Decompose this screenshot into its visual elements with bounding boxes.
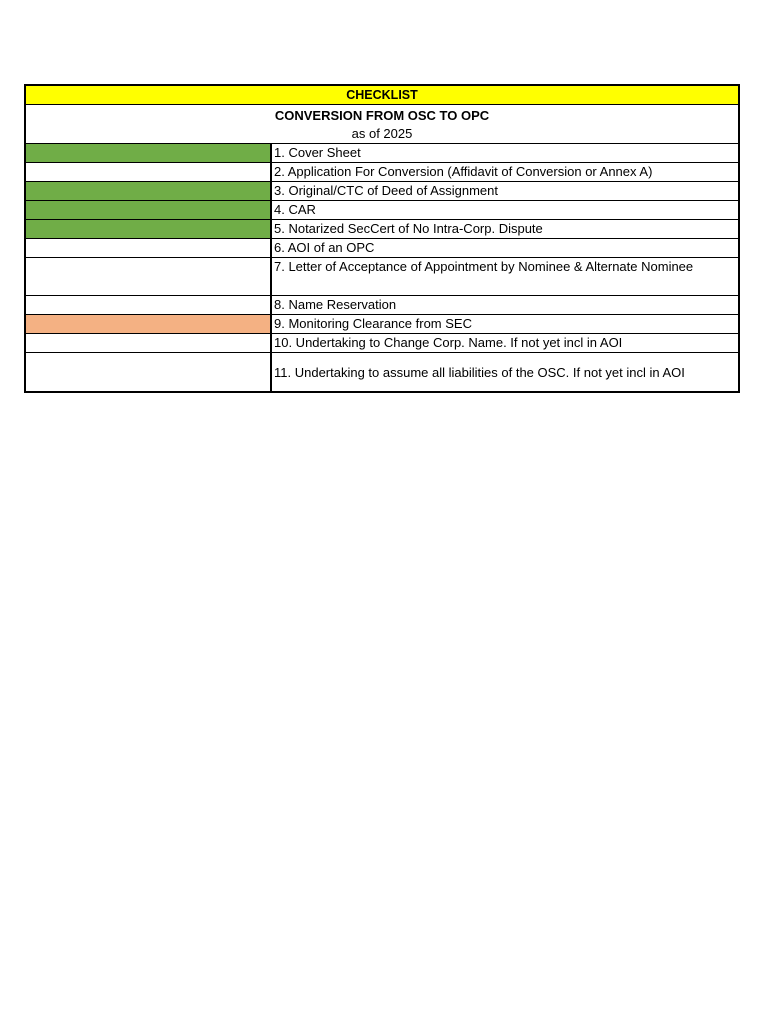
status-cell[interactable] bbox=[26, 334, 272, 352]
checklist-row bbox=[26, 334, 738, 353]
item-label: 5. Notarized SecCert of No Intra-Corp. Dispute bbox=[274, 221, 543, 236]
status-cell[interactable] bbox=[26, 258, 272, 295]
status-cell[interactable] bbox=[26, 296, 272, 314]
status-cell[interactable] bbox=[26, 163, 272, 181]
checklist-row bbox=[26, 182, 738, 201]
item-label: 7. Letter of Acceptance of Appointment by Nominee & Alternate Nominee bbox=[274, 259, 694, 274]
checklist-table bbox=[24, 84, 740, 393]
status-cell[interactable] bbox=[26, 239, 272, 257]
item-label: 9. Monitoring Clearance from SEC bbox=[274, 316, 472, 331]
checklist-row bbox=[26, 296, 738, 315]
item-label: 4. CAR bbox=[274, 202, 316, 217]
as-of-date: as of 2025 bbox=[351, 126, 413, 141]
status-cell[interactable] bbox=[26, 182, 272, 200]
status-cell[interactable] bbox=[26, 353, 272, 391]
checklist-row bbox=[26, 353, 738, 391]
item-label: 6. AOI of an OPC bbox=[274, 240, 375, 255]
status-cell[interactable] bbox=[26, 220, 272, 238]
checklist-row bbox=[26, 201, 738, 220]
checklist-row bbox=[26, 315, 738, 334]
checklist-row bbox=[26, 239, 738, 258]
checklist-title: CHECKLIST bbox=[26, 86, 738, 105]
checklist-row bbox=[26, 220, 738, 239]
item-label: 8. Name Reservation bbox=[274, 297, 397, 312]
status-cell[interactable] bbox=[26, 315, 272, 333]
status-cell[interactable] bbox=[26, 144, 272, 162]
item-label: 3. Original/CTC of Deed of Assignment bbox=[274, 183, 498, 198]
checklist-row bbox=[26, 163, 738, 182]
checklist-row bbox=[26, 144, 738, 163]
checklist-subtitle: CONVERSION FROM OSC TO OPC bbox=[274, 108, 490, 123]
item-label: 11. Undertaking to assume all liabilities of the OSC. If not yet incl in AOI bbox=[274, 364, 685, 380]
item-label: 10. Undertaking to Change Corp. Name. If not yet incl in AOI bbox=[274, 335, 623, 350]
checklist-row bbox=[26, 258, 738, 296]
item-label: 2. Application For Conversion (Affidavit of Conversion or Annex A) bbox=[274, 164, 653, 179]
item-label: 1. Cover Sheet bbox=[274, 145, 361, 160]
checklist-header bbox=[26, 105, 738, 144]
status-cell[interactable] bbox=[26, 201, 272, 219]
